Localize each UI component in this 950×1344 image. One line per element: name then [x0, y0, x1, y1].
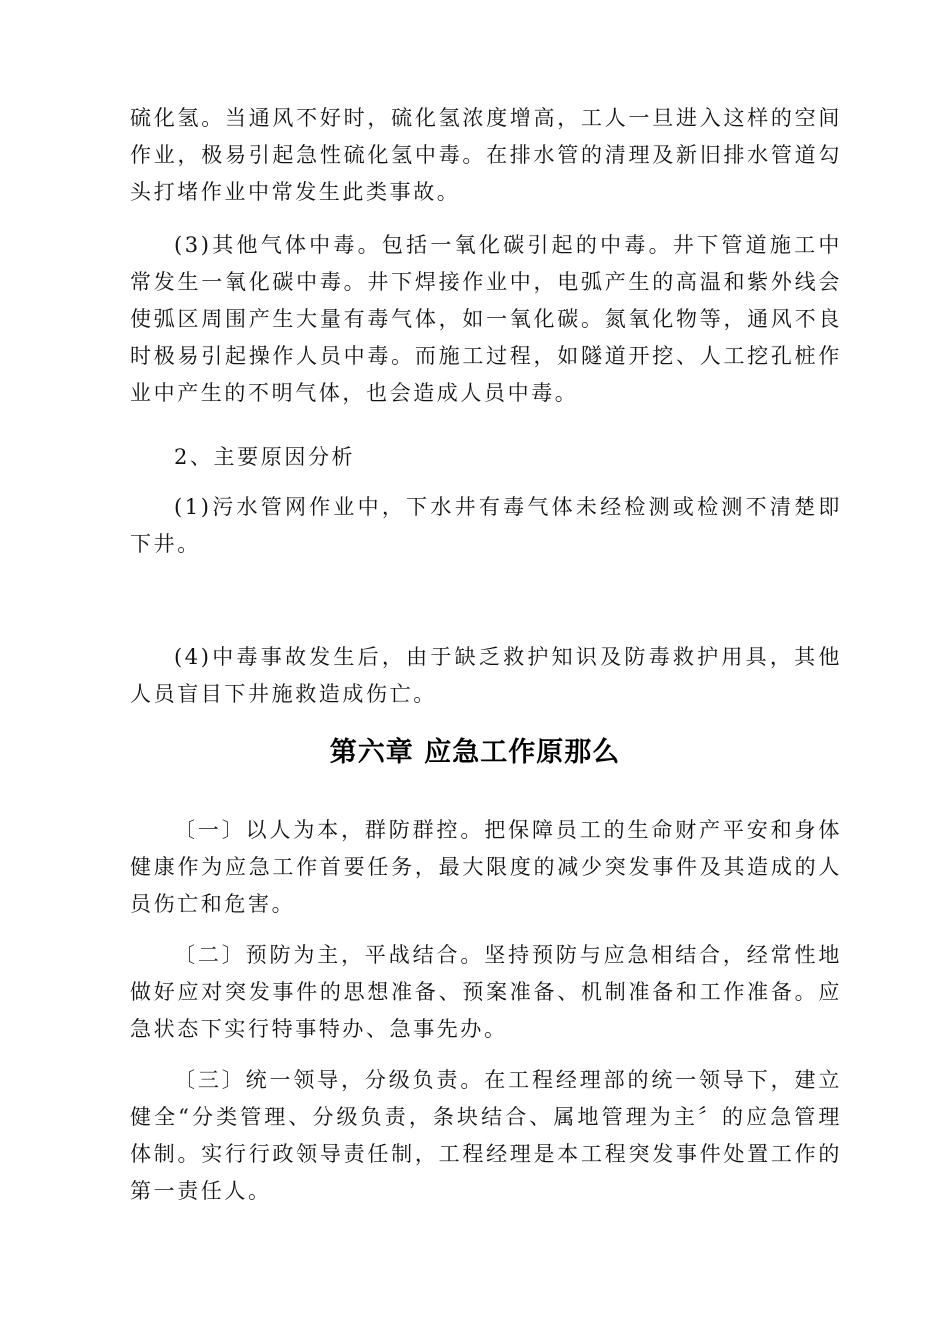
principle-1: 〔一〕以人为本，群防群控。把保障员工的生命财产平安和身体健康作为应急工作首要任务，最大限度的减少突发事件及其造成的人员伤亡和危害。 [130, 818, 842, 916]
paragraph-cause-1: (1)污水管网作业中，下水井有毒气体未经检测或检测不清楚即下井。 [130, 495, 842, 556]
paragraph-cause-analysis-heading: 2、主要原因分析 [174, 445, 356, 469]
principle-3: 〔三〕统一领导，分级负责。在工程经理部的统一领导下，建立健全“分类管理、分级负责，条块结合、属地管理为主〞的应急管理体制。实行行政领导责任制，工程经理是本工程突发事件处置工作的第一责任人。 [130, 1068, 842, 1203]
principle-2: 〔二〕预防为主，平战结合。坚持预防与应急相结合，经常性地做好应对突发事件的思想准备、预案准备、机制准备和工作准备。应急状态下实行特事特办、急事先办。 [130, 943, 842, 1041]
paragraph-cause-4: (4)中毒事故发生后，由于缺乏救护知识及防毒救护用具，其他人员盲目下井施救造成伤亡。 [130, 645, 842, 706]
chapter-title: 第六章 应急工作原那么 [329, 737, 621, 768]
paragraph-hydrogen-sulfide: 硫化氢。当通风不好时，硫化氢浓度增高，工人一旦进入这样的空间作业，极易引起急性硫化氢中毒。在排水管的清理及新旧排水管道勾头打堵作业中常发生此类事故。 [130, 106, 842, 204]
paragraph-other-gas-poisoning: (3)其他气体中毒。包括一氧化碳引起的中毒。井下管道施工中常发生一氧化碳中毒。井下焊接作业中，电弧产生的高温和紫外线会使弧区周围产生大量有毒气体，如一氧化碳。氮氧化物等，通风不良时极易引起操作人员中毒。而施工过程，如隧道开挖、人工挖孔桩作业中产生的不明气体，也会造成人员中毒。 [130, 233, 842, 405]
